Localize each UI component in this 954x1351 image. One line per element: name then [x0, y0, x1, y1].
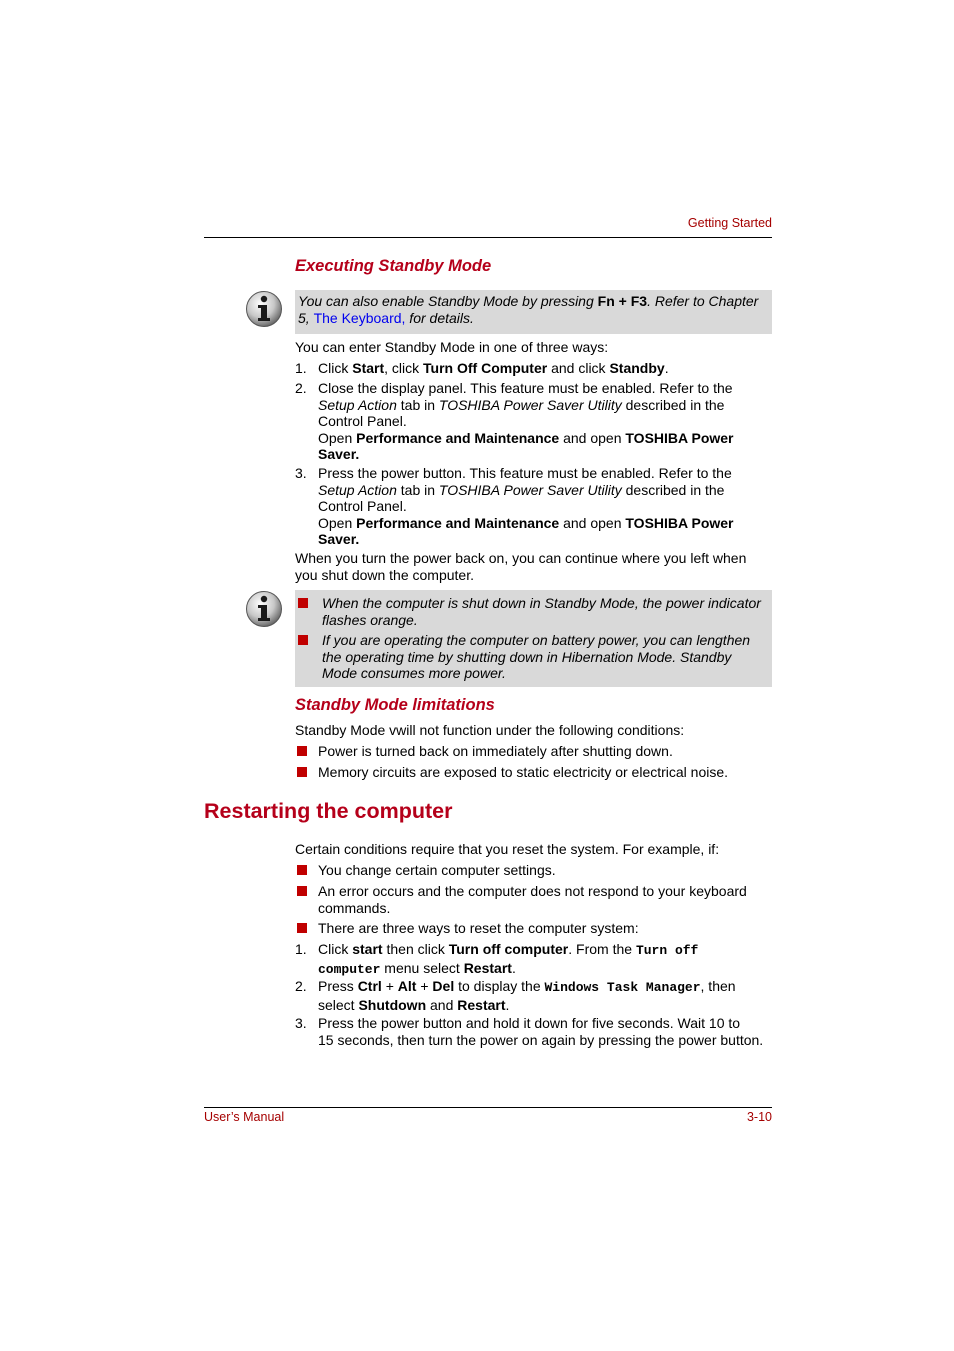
- bullet-square: [297, 923, 307, 933]
- note-box: [295, 290, 772, 334]
- bullet-square: [297, 767, 307, 777]
- limitations-intro: Standby Mode vwill not function under the following conditions:: [295, 722, 685, 738]
- section-heading-restarting: Restarting the computer: [204, 799, 453, 823]
- list-item: When the computer is shut down in Standby Mode, the power indicator flashes orange.: [298, 595, 769, 628]
- bullet-square: [297, 886, 307, 896]
- footer-manual-title: User’s Manual: [204, 1110, 285, 1124]
- section-heading-standby-limitations: Standby Mode limitations: [295, 696, 495, 714]
- section-heading-executing-standby: Executing Standby Mode: [295, 257, 492, 275]
- footer-rule: [204, 1107, 772, 1108]
- note-box: [295, 590, 772, 687]
- info-icon: [245, 290, 283, 328]
- restart-intro: Certain conditions require that you reset the system. For example, if:: [295, 841, 720, 857]
- key-combo: Fn + F3: [597, 293, 648, 309]
- header-rule: [204, 237, 772, 238]
- list-item: If you are operating the computer on battery power, you can lengthen the operating time by shutting down in Hibernation Mode. Standby Mode consumes more power.: [298, 632, 769, 682]
- standby-intro: You can enter Standby Mode in one of three ways:: [295, 339, 609, 355]
- page-number: 3-10: [746, 1110, 772, 1124]
- note-text: You can also enable Standby Mode by pressing Fn + F3. Refer to Chapter 5, The Keyboard, for details.: [298, 293, 759, 326]
- bullet-square: [298, 635, 308, 645]
- bullet-square: [297, 865, 307, 875]
- info-icon: [245, 590, 283, 628]
- bullet-square: [298, 598, 308, 608]
- running-header: Getting Started: [687, 216, 772, 230]
- resume-paragraph: When you turn the power back on, you can continue where you left when you shut down the computer.: [295, 550, 747, 583]
- keyboard-chapter-link[interactable]: The Keyboard,: [313, 309, 406, 326]
- bullet-square: [297, 746, 307, 756]
